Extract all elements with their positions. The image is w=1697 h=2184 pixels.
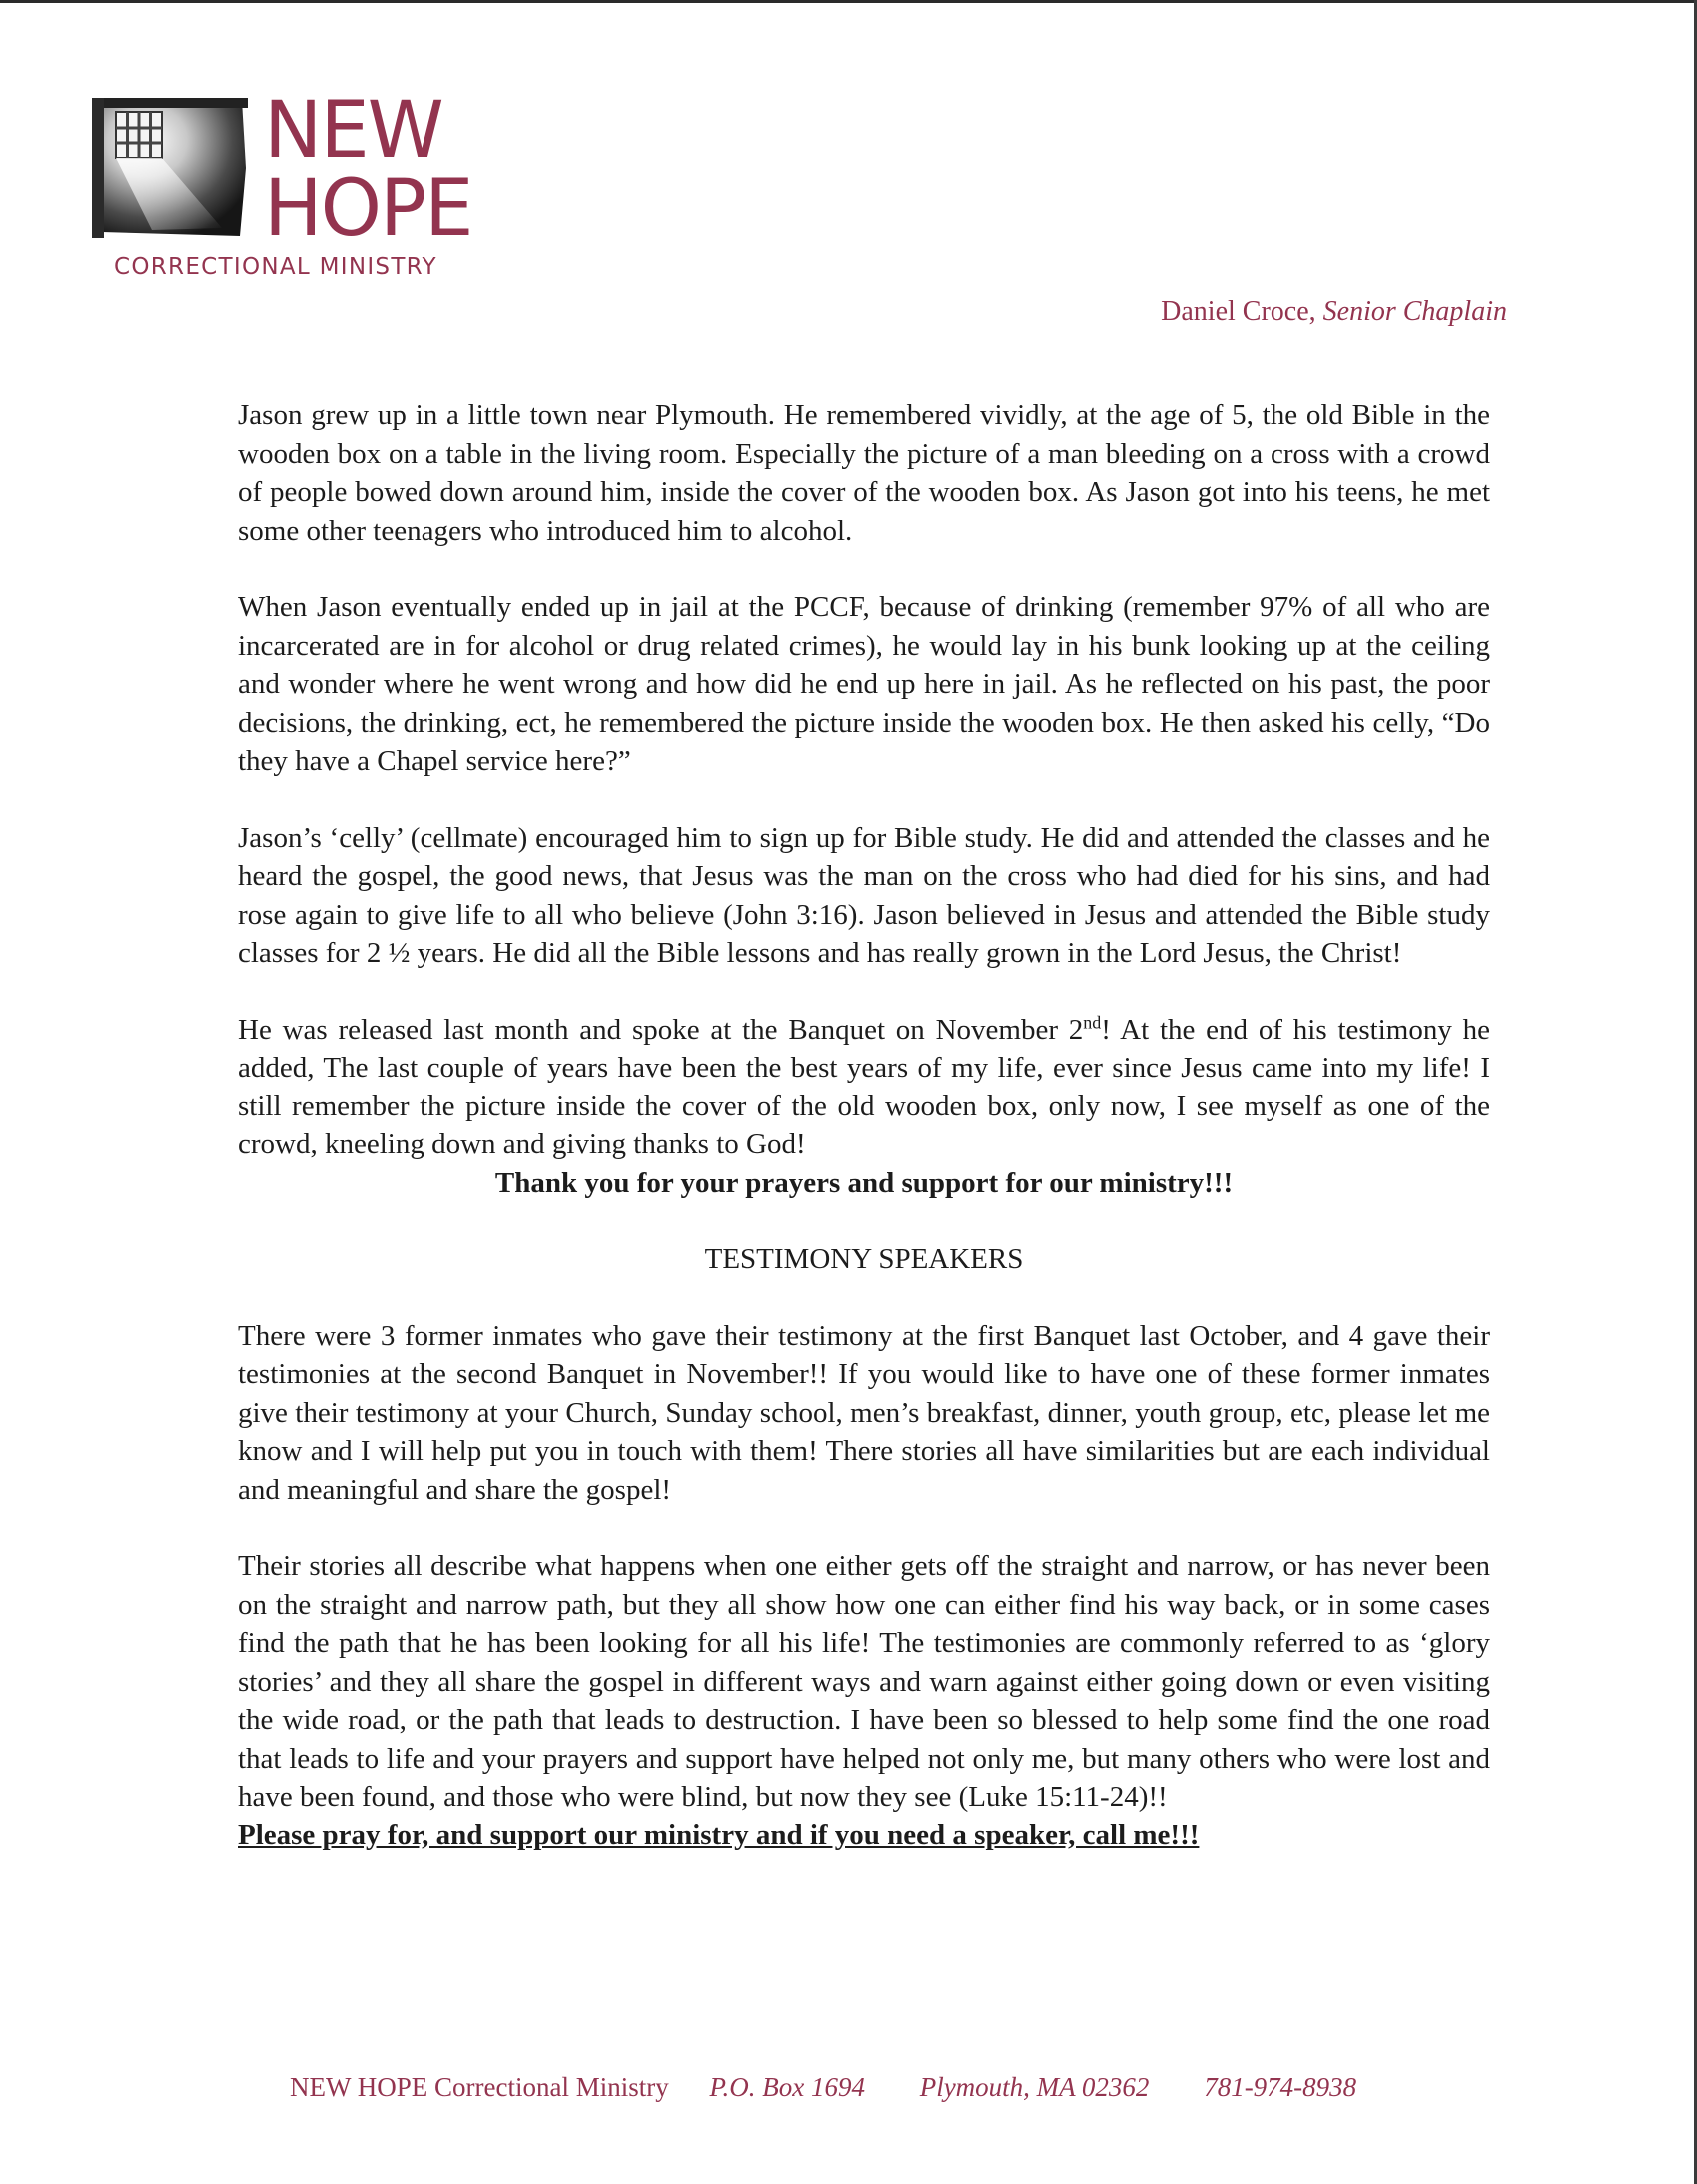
logo-word-hope: HOPE (264, 164, 472, 254)
page-top-edge (0, 0, 1697, 3)
section-heading: TESTIMONY SPEAKERS (704, 1243, 1024, 1275)
chaplain-title: Senior Chaplain (1322, 296, 1507, 327)
paragraph-jason-childhood: Jason grew up in a little town near Plymouth. He remembered vividly, at the age of 5, the old Bible in the wooden box on a table in the living room. Especially the picture of a man bleeding on a cross with a crowd of people bowed down around him, inside the cover of the wooden box. As Jason got into his teens, he met some other teenagers who introduced him to alcohol. (238, 399, 1490, 547)
chaplain-name: Daniel Croce, (1161, 296, 1316, 327)
banquet-text-start: He was released last month and spoke at the Banquet on November 2 (238, 1013, 1084, 1046)
footer-city: Plymouth, MA 02362 (919, 2072, 1150, 2102)
ordinal-suffix: nd (1083, 1011, 1102, 1032)
paragraph-testimony-speakers: There were 3 former inmates who gave their testimony at the first Banquet last October, and 4 gave their testimonies at the second Banquet in November!! If you would like to have one of these former inmates give their testimony at your Church, Sunday school, men’s breakfast, dinner, youth group, etc, please let me know and I will help put you in touch with them! There stories all have similarities but are each individual and meaningful and share the gospel! (238, 1319, 1490, 1506)
thanks-line: Thank you for your prayers and support for our ministry!!! (494, 1166, 1234, 1199)
letter-body (238, 396, 1490, 1854)
footer-org-name: NEW HOPE Correctional Ministry (290, 2072, 669, 2102)
paragraph-banquet-testimony (238, 1011, 1490, 1164)
footer-phone: 781-974-8938 (1204, 2072, 1357, 2102)
new-hope-logo (92, 86, 511, 292)
chaplain-signature-line (1161, 296, 1507, 328)
paragraph-jason-jail: When Jason eventually ended up in jail at the PCCF, because of drinking (remember 97% of all who are incarcerated are in for alcohol or drug related crimes), he would lay in his bunk looking up at the ceiling and wonder where he went wrong and how did he end up here in jail. As he reflected on his past, the poor decisions, the drinking, ect, he remembered the picture inside the wooden box. He then asked his celly, “Do they have a Chapel service here?” (238, 591, 1490, 777)
letterhead-footer (290, 2072, 1356, 2103)
prison-window-icon (92, 98, 248, 238)
paragraph-bible-study: Jason’s ‘celly’ (cellmate) encouraged him to sign up for Bible study. He did and attended the classes and he heard the gospel, the good news, that Jesus was the man on the cross who had died for his sins, and had rose again to give life to all who believe (John 3:16). Jason believed in Jesus and attended the Bible study classes for 2 ½ years. He did all the Bible lessons and has really grown in the Lord Jesus, the Christ! (238, 821, 1490, 969)
logo-word-new: NEW (264, 86, 442, 176)
paragraph-glory-stories: Their stories all describe what happens when one either gets off the straight and narrow, or has never been on the straight and narrow path, but they all show how one can either find his way back, or in some cases find the path that he has been looking for all his life! The testimonies are commonly referred to as ‘glory stories’ and they all share the gospel in different ways and warn against either going down or even visiting the wide road, or the path that leads to destruction. I have been so blessed to help some find the one road that leads to life and your prayers and support have helped not only me, but many others who were lost and have been found, and those who were blind, but now they see (Luke 15:11-24)!! (238, 1550, 1490, 1813)
closing-appeal: Please pray for, and support our ministry and if you need a speaker, call me!!! (238, 1819, 1200, 1851)
footer-po-box: P.O. Box 1694 (709, 2072, 865, 2102)
logo-subtitle: CORRECTIONAL MINISTRY (114, 254, 437, 280)
banquet-text-rest: ! At the end of his testimony he added, The last couple of years have been the best years of my life, ever since Jesus came into my life! I still remember the picture inside the cover of the old wooden box, only now, I see myself as one of the crowd, kneeling down and giving thanks to God! (238, 1013, 1490, 1160)
